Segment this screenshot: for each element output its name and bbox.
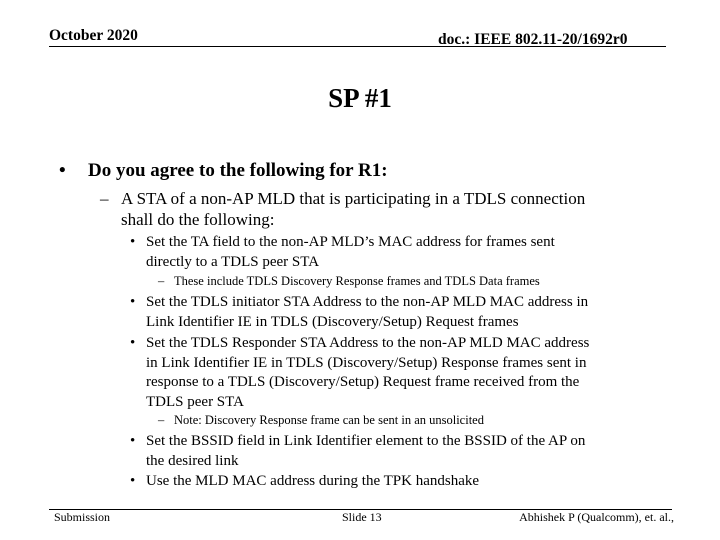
- bullet-icon: •: [130, 473, 136, 489]
- item-bssid-field: [146, 432, 585, 471]
- sub-intro-line: A STA of a non-AP MLD that is participating in a TDLS connection: [121, 189, 586, 208]
- question-text: Do you agree to the following for R1:: [88, 160, 388, 181]
- sub-intro: [121, 188, 585, 230]
- bullet-icon: •: [59, 160, 66, 181]
- footer-submission: Submission: [54, 510, 111, 524]
- note-unsolicited: Note: Discovery Response frame can be sent in an unsolicited: [174, 413, 484, 427]
- item-ta-field: [146, 233, 555, 272]
- item-responder-address: [146, 334, 589, 412]
- item-line: Set the TDLS initiator STA Address to the non-AP MLD MAC address in: [146, 294, 589, 310]
- footer-author: Abhishek P (Qualcomm), et. al.,: [519, 510, 674, 524]
- sub-intro-line: shall do the following:: [121, 210, 275, 229]
- bullet-icon: •: [130, 234, 136, 250]
- dash-icon: –: [100, 189, 109, 208]
- item-line: Set the BSSID field in Link Identifier element to the BSSID of the AP on: [146, 433, 586, 449]
- item-line: Link Identifier IE in TDLS (Discovery/Setup) Request frames: [146, 313, 519, 330]
- item-line: Set the TDLS Responder STA Address to the non-AP MLD MAC address: [146, 335, 590, 351]
- item-line: in Link Identifier IE in TDLS (Discovery/Setup) Response frames sent in: [146, 354, 587, 371]
- item-line: Set the TA field to the non-AP MLD’s MAC address for frames sent: [146, 234, 555, 250]
- header-rule: [49, 46, 666, 47]
- dash-icon: –: [158, 413, 165, 427]
- bullet-icon: •: [130, 433, 136, 449]
- footer-slide-number: Slide 13: [342, 510, 382, 524]
- item-initiator-address: [146, 293, 588, 332]
- slide-title: SP #1: [328, 83, 392, 113]
- dash-icon: –: [158, 274, 165, 288]
- bullet-icon: •: [130, 294, 136, 310]
- item-line: TDLS peer STA: [146, 393, 244, 410]
- header-doc-id: doc.: IEEE 802.11-20/1692r0: [438, 31, 628, 48]
- item-tpk-handshake: Use the MLD MAC address during the TPK handshake: [146, 473, 480, 489]
- bullet-icon: •: [130, 335, 136, 351]
- header-date: October 2020: [49, 27, 138, 44]
- item-line: response to a TDLS (Discovery/Setup) Request frame received from the: [146, 374, 580, 390]
- note-discovery-data-frames: These include TDLS Discovery Response frames and TDLS Data frames: [174, 274, 540, 288]
- item-line: directly to a TDLS peer STA: [146, 253, 320, 270]
- item-line: the desired link: [146, 452, 239, 469]
